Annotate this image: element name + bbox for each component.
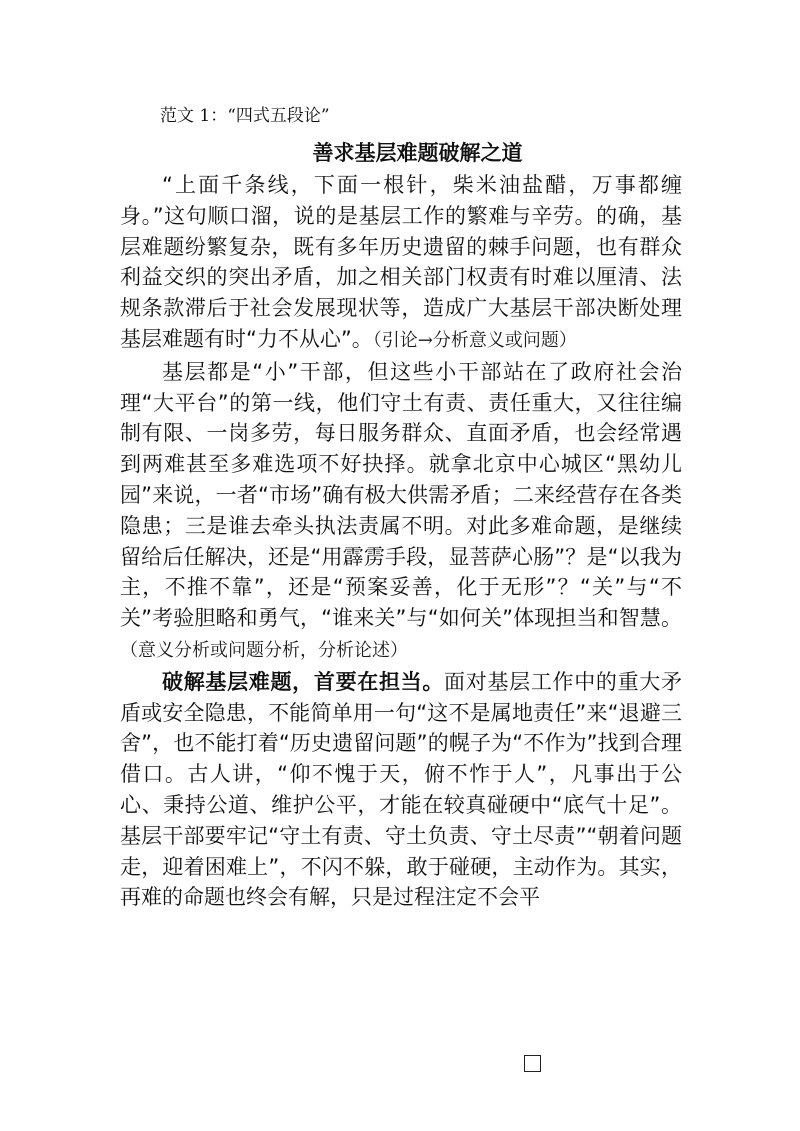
- article-body: [120, 170, 682, 913]
- paragraph-3-text: 面对基层工作中的重大矛盾或安全隐患，不能简单用一句“这不是属地责任”来“退避三舍”，也不能打着“历史遗留问题”的幌子为“不作为”找到合理借口。古人讲，“仰不愧于天，俯不怍于人”，凡事出于公心、秉持公道、维护公平，才能在较真碰硬中“底气十足”。基层干部要牢记“守土有责、守土负责、守土尽责”“朝着问题走，迎着困难上”，不闪不躲，敢于碰硬，主动作为。其实，再难的命题也终会有解，只是过程注定不会平: [120, 669, 683, 910]
- paragraph-1-text: “上面千条线，下面一根针，柴米油盐醋，万事都缠身。”这句顺口溜，说的是基层工作的繁难与辛劳。的确，基层难题纷繁复杂，既有多年历史遗留的棘手问题，也有群众利益交织的突出矛盾，加之相关部门权责有时难以厘清、法规条款滞后于社会发展现状等，造成广大基层干部决断处理基层难题有时“力不从心”。: [120, 173, 682, 351]
- paragraph-2-text: 基层都是“小”干部，但这些小干部站在了政府社会治理“大平台”的第一线，他们守土有责、责任重大，又往往编制有限、一岗多劳，每日服务群众、直面矛盾，也会经常遇到两难甚至多难选项不好抉择。就拿北京中心城区“黑幼儿园”来说，一者“市场”确有极大供需矛盾；二来经营存在各类隐患；三是谁去牵头执法责属不明。对此多难命题，是继续留给后任解决，还是“用霹雳手段，显菩萨心肠”？是“以我为主，不推不靠”，还是“预案妥善，化于无形”？“关”与“不关”考验胆略和勇气，“谁来关”与“如何关”体现担当和智慧。: [120, 359, 682, 631]
- article-title: 善求基层难题破解之道: [312, 141, 523, 165]
- paragraph-2-note: （意义分析或问题分析，分析论述）: [120, 639, 408, 661]
- paragraph-3-lead: 破解基层难题，首要在担当。: [162, 669, 445, 694]
- paragraph-3: [120, 667, 682, 913]
- page-marker-box: [524, 1055, 541, 1072]
- sample-label: 范文 1：“四式五段论”: [160, 106, 330, 126]
- paragraph-1: [120, 170, 682, 357]
- paragraph-2: [120, 357, 682, 667]
- paragraph-1-note: （引论→分析意义或问题）: [372, 329, 577, 351]
